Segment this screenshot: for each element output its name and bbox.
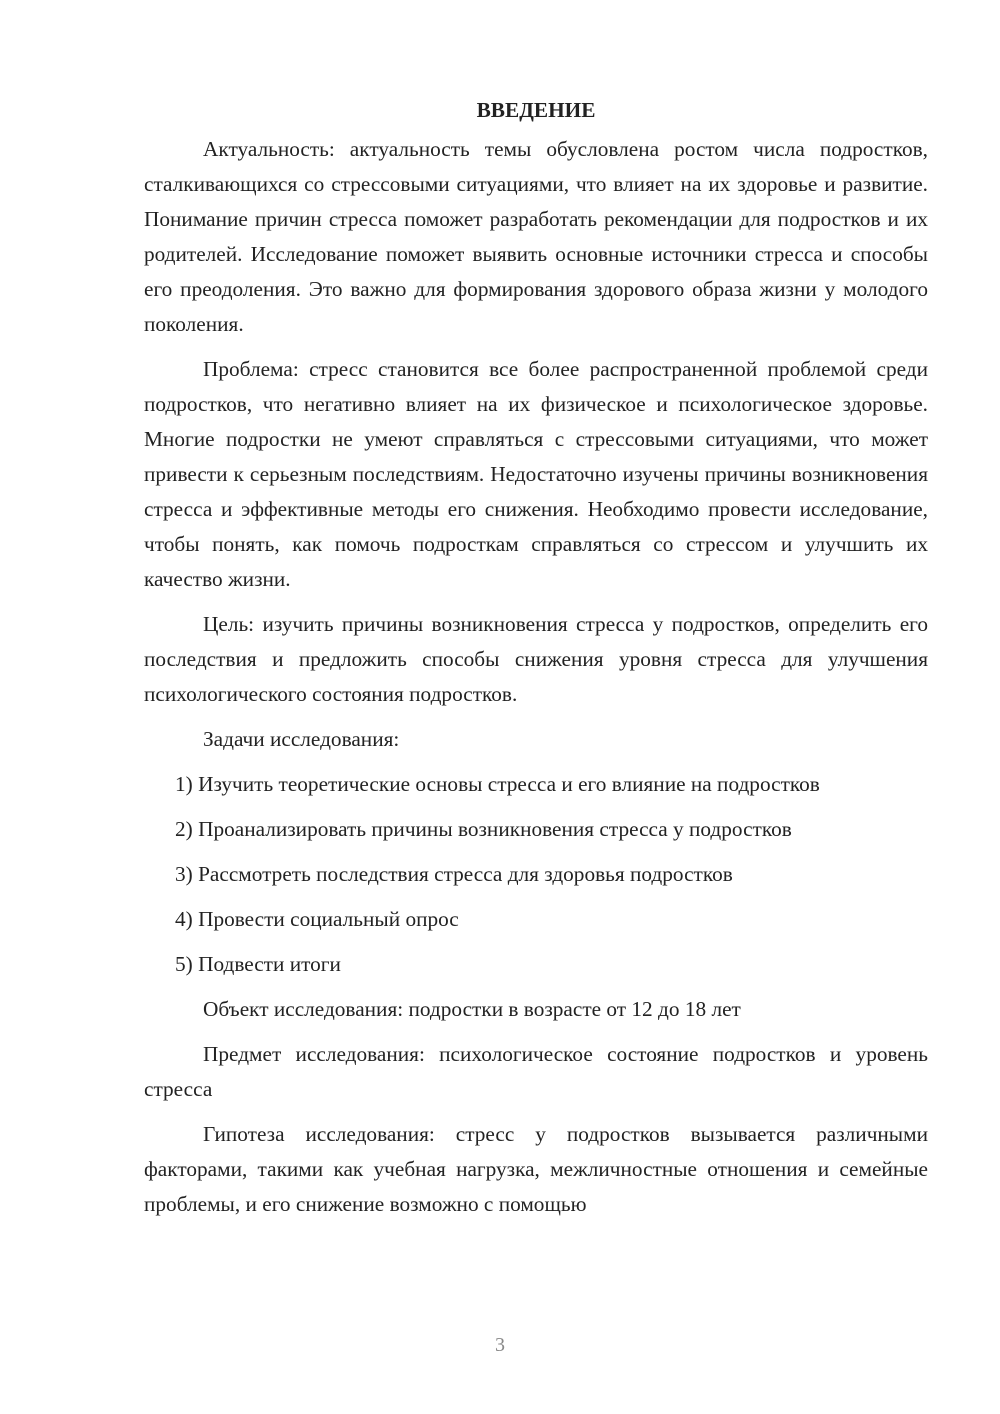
paragraph-hypothesis: Гипотеза исследования: стресс у подростков вызывается различными факторами, такими как учебная нагрузка, межличностные отношения и семейные проблемы, и его снижение возможно с помощью xyxy=(144,1122,928,1216)
paragraph-relevance: Актуальность: актуальность темы обусловлена ростом числа подростков, сталкивающихся со стрессовыми ситуациями, что влияет на их здоровье и развитие. Понимание причин стресса поможет разработать рекомендации для подростков и их родителей. Исследование поможет выявить основные источники стресса и способы его преодоления. Это важно для формирования здорового образа жизни у молодого поколения. xyxy=(144,137,928,336)
page-number: 3 xyxy=(495,1334,505,1356)
list-item: 3) Рассмотреть последствия стресса для здоровья подростков xyxy=(175,862,733,886)
tasks-heading: Задачи исследования: xyxy=(203,727,400,751)
paragraph-subject: Предмет исследования: психологическое состояние подростков и уровень стресса xyxy=(144,1042,928,1101)
section-title: ВВЕДЕНИЕ xyxy=(476,98,596,122)
list-item: 4) Провести социальный опрос xyxy=(175,907,459,931)
tasks-list xyxy=(144,767,928,982)
list-item: 1) Изучить теоретические основы стресса и его влияние на подростков xyxy=(175,772,820,796)
page-content xyxy=(144,93,928,1232)
paragraph-object: Объект исследования: подростки в возрасте от 12 до 18 лет xyxy=(203,997,741,1021)
list-item: 5) Подвести итоги xyxy=(175,952,341,976)
list-item: 2) Проанализировать причины возникновения стресса у подростков xyxy=(175,817,792,841)
paragraph-problem: Проблема: стресс становится все более распространенной проблемой среди подростков, что негативно влияет на их физическое и психологическое здоровье. Многие подростки не умеют справляться с стрессовыми ситуациями, что может привести к серьезным последствиям. Недостаточно изучены причины возникновения стресса и эффективные методы его снижения. Необходимо провести исследование, чтобы понять, как помочь подросткам справляться со стрессом и улучшить их качество жизни. xyxy=(144,357,928,591)
paragraph-goal: Цель: изучить причины возникновения стресса у подростков, определить его последствия и предложить способы снижения уровня стресса для улучшения психологического состояния подростков. xyxy=(144,612,928,706)
